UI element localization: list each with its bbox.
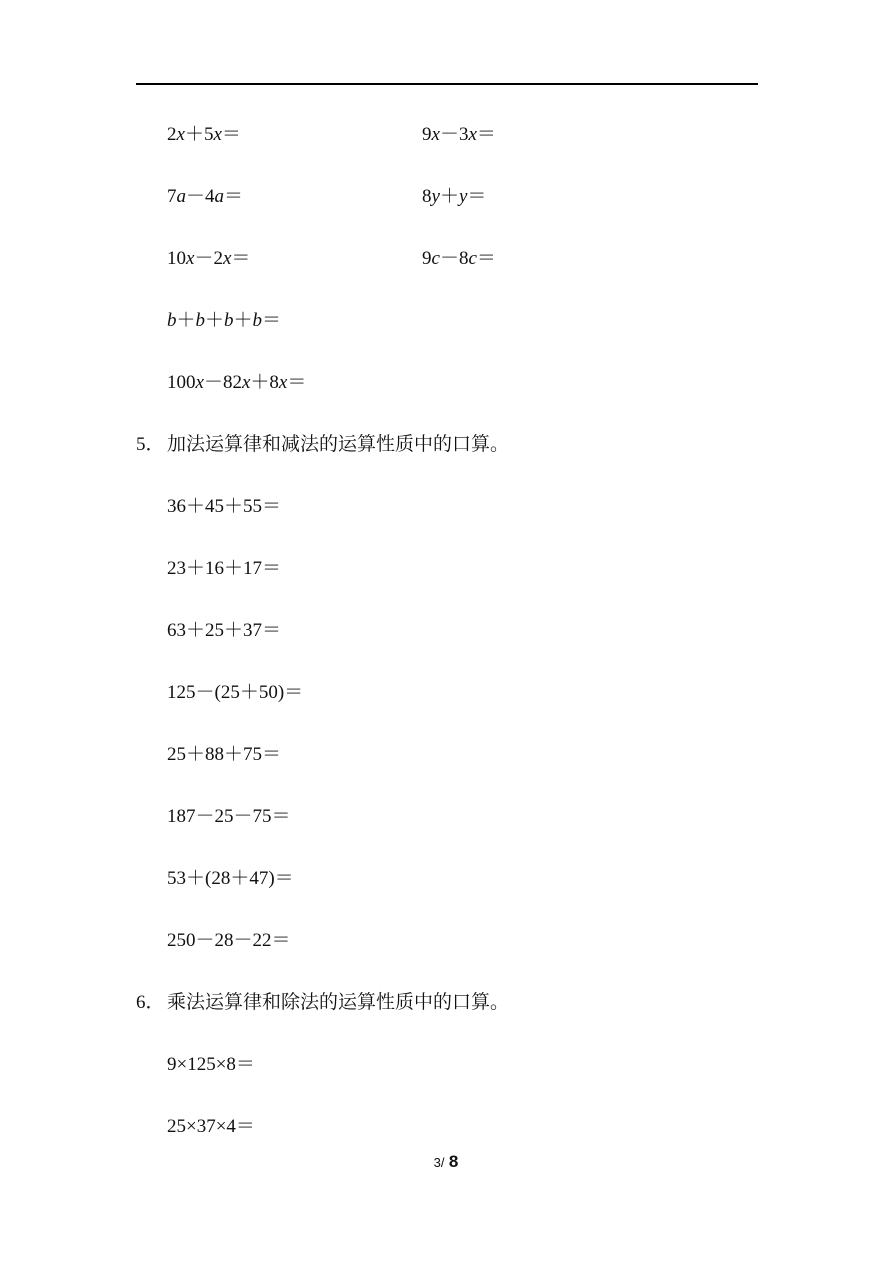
expression-row3-left: 10x－2x＝ <box>167 248 251 269</box>
section5-heading <box>136 433 509 457</box>
page-number-total: 8 <box>448 1152 459 1171</box>
header-rule <box>136 83 758 85</box>
expression-row2-left: 7a－4a＝ <box>167 186 244 207</box>
section6-heading <box>136 991 509 1015</box>
expression-row4: b＋b＋b＋b＝ <box>167 310 282 331</box>
expression-row3-right: 9c－8c＝ <box>422 248 496 269</box>
section6-title: 乘法运算律和除法的运算性质中的口算。 <box>167 992 510 1013</box>
section5-item: 125－(25＋50)＝ <box>167 682 304 703</box>
section5-item: 63＋25＋37＝ <box>167 620 282 641</box>
section5-number: 5． <box>136 434 165 455</box>
expression-row1-right: 9x－3x＝ <box>422 124 496 145</box>
page-number <box>0 1152 892 1172</box>
expression-row5: 100x－82x＋8x＝ <box>167 372 307 393</box>
section5-item: 23＋16＋17＝ <box>167 558 282 579</box>
section5-title: 加法运算律和减法的运算性质中的口算。 <box>167 434 510 455</box>
section5-item: 25＋88＋75＝ <box>167 744 282 765</box>
section5-item: 53＋(28＋47)＝ <box>167 868 294 889</box>
section5-item: 187－25－75＝ <box>167 806 291 827</box>
expression-row2-right: 8y＋y＝ <box>422 186 487 207</box>
page-number-current: 3/ <box>433 1155 445 1170</box>
section5-item: 36＋45＋55＝ <box>167 496 282 517</box>
section6-item: 25×37×4＝ <box>167 1116 255 1137</box>
section6-item: 9×125×8＝ <box>167 1054 255 1075</box>
section5-item: 250－28－22＝ <box>167 930 291 951</box>
section6-number: 6． <box>136 992 165 1013</box>
expression-row1-left: 2x＋5x＝ <box>167 124 241 145</box>
